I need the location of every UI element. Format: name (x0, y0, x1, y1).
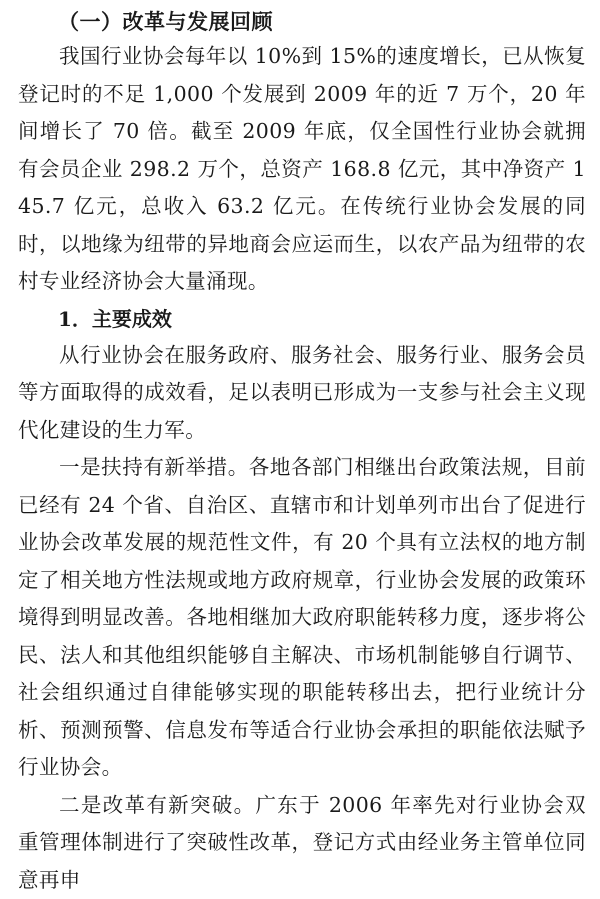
intro-paragraph: 我国行业协会每年以 10%到 15%的速度增长，已从恢复登记时的不足 1,000 个发展到 2009 年的近 7 万个，20 年间增长了 70 倍。截至 2009 年底，仅全国性行业协会就拥有会员企业 298.2 万个，总资产 168.8 亿元，其中净资产 145.7 亿元，总收入 63.2 亿元。在传统行业协会发展的同时，以地缘为纽带的异地商会应运而生，以农产品为纽带的农村专业经济协会大量涌现。 (18, 38, 586, 301)
subsection-heading: 1．主要成效 (18, 301, 586, 337)
section-heading: （一）改革与发展回顾 (18, 6, 586, 38)
paragraph-support-measures: 一是扶持有新举措。各地各部门相继出台政策法规，目前已经有 24 个省、自治区、直辖市和计划单列市出台了促进行业协会改革发展的规范性文件，有 20 个具有立法权的地方制定了相关地方性法规或地方政府规章，行业协会发展的政策环境得到明显改善。各地相继加大政府职能转移力度，逐步将公民、法人和其他组织能够自主解决、市场机制能够自行调节、社会组织通过自律能够实现的职能转移出去，把行业统计分析、预测预警、信息发布等适合行业协会承担的职能依法赋予行业协会。 (18, 449, 586, 787)
paragraph-achievements-overview: 从行业协会在服务政府、服务社会、服务行业、服务会员等方面取得的成效看，足以表明已形成为一支参与社会主义现代化建设的生力军。 (18, 337, 586, 450)
paragraph-reform-breakthrough: 二是改革有新突破。广东于 2006 年率先对行业协会双重管理体制进行了突破性改革，登记方式由经业务主管单位同意再申 (18, 787, 586, 899)
